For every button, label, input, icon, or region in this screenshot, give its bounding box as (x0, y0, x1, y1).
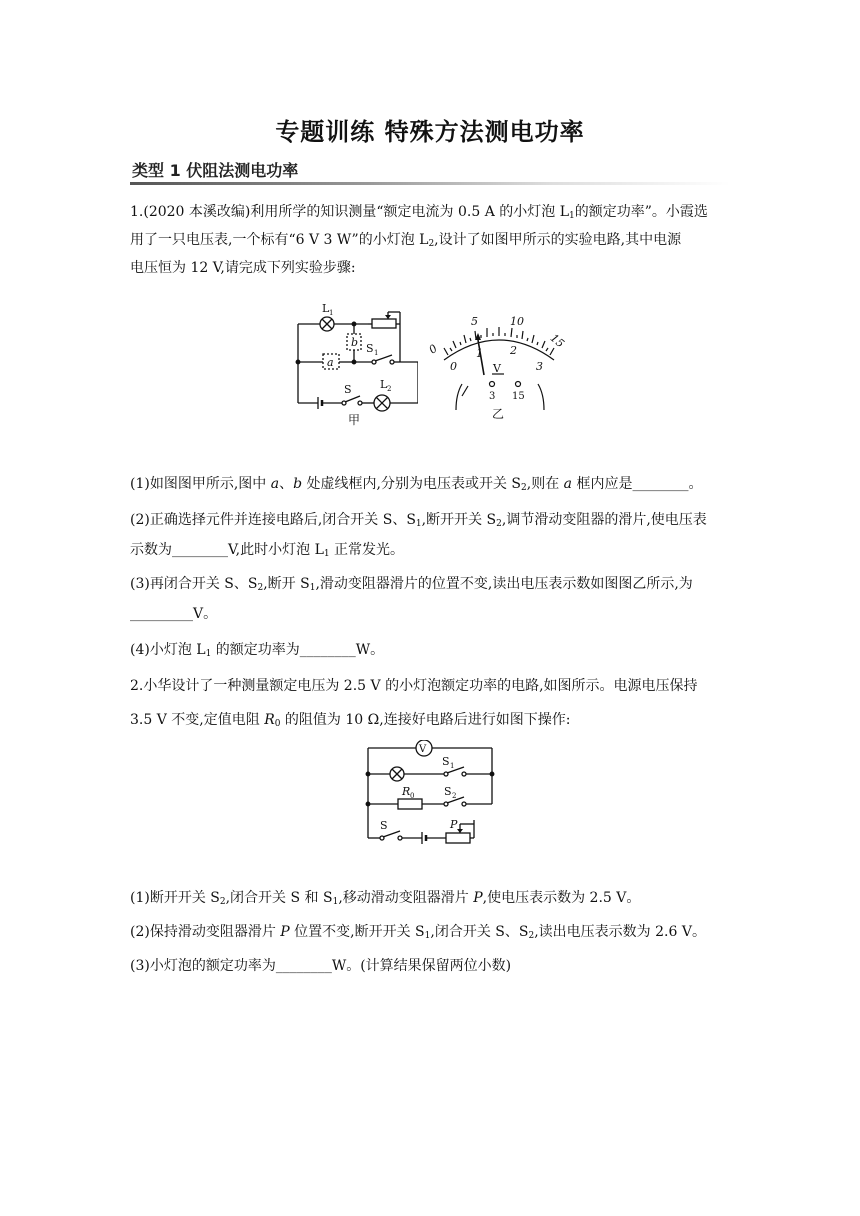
q1-step-1: (1)如图图甲所示,图中 a、b 处虚线框内,分别为电压表或开关 $S_2$,则在 a 框内应是________。 (130, 476, 703, 493)
label-r0: R (402, 785, 411, 798)
q1-line-1: 1.(2020 本溪改编)利用所学的知识测量“额定电流为 0.5 A 的小灯泡 $L_1$的额定功率”。小霞选 (130, 204, 708, 221)
q1-step-3a: (3)再闭合开关 S、$S_2$,断开 $S_1$,滑动变阻器滑片的位置不变,读出电压表示数如图图乙所示,为 (130, 576, 693, 593)
label-l2: L (380, 378, 388, 391)
label-q2-s: S (380, 819, 388, 832)
q1-step-3b: _________V。 (130, 606, 218, 622)
page-title: 专题训练 特殊方法测电功率 (275, 118, 585, 146)
q2-step-1: (1)断开开关 $S_2$,闭合开关 S 和 $S_1$,移动滑动变阻器滑片 P,使电压表示数为 2.5 V。 (130, 890, 641, 907)
circuit-diagram-q2 (360, 740, 500, 844)
label-b: b (351, 336, 359, 349)
q1-line-2: 用了一只电压表,一个标有“6 V 3 W”的小灯泡 $L_2$,设计了如图甲所示的实验电路,其中电源 (130, 232, 682, 249)
svg-text:2: 2 (452, 792, 457, 800)
svg-text:2: 2 (387, 385, 392, 393)
label-s1: S (366, 342, 374, 355)
upper-scale-15: 15 (547, 331, 567, 351)
terminal-3: 3 (489, 391, 496, 402)
upper-scale-0: 0 (426, 341, 440, 357)
svg-text:1: 1 (450, 762, 455, 770)
q2-line-2: 3.5 V 不变,定值电阻 $R_0$ 的阻值为 10 Ω,连接好电路后进行如图下操作: (130, 712, 571, 729)
label-q2-s1: S (442, 755, 450, 768)
q1-step-2a: (2)正确选择元件并连接电路后,闭合开关 S、$S_1$,断开开关 $S_2$,调节滑动变阻器的滑片,使电压表 (130, 512, 707, 529)
q2-step-3: (3)小灯泡的额定功率为________W。(计算结果保留两位小数) (130, 958, 512, 974)
lower-scale-3: 3 (536, 360, 543, 373)
q1-step-2b: 示数为________V,此时小灯泡 $L_1$ 正常发光。 (130, 542, 405, 559)
section-divider (130, 182, 730, 185)
q2-line-1: 2.小华设计了一种测量额定电压为 2.5 V 的小灯泡额定功率的电路,如图所示。电源电压保持 (130, 678, 698, 694)
voltmeter-diagram-yi (426, 300, 576, 430)
caption-jia: 甲 (348, 413, 361, 427)
upper-scale-5: 5 (471, 315, 478, 328)
lower-scale-1: 1 (476, 347, 483, 360)
q1-step-4: (4)小灯泡 $L_1$ 的额定功率为________W。 (130, 642, 385, 659)
label-q2-s2: S (444, 785, 452, 798)
svg-text:1: 1 (329, 309, 334, 317)
svg-text:0: 0 (410, 792, 415, 800)
caption-yi: 乙 (492, 407, 505, 421)
svg-text:1: 1 (374, 349, 379, 357)
section-label: 类型 1 伏阻法测电功率 (132, 161, 299, 180)
label-p: P (450, 818, 458, 831)
q1-line-3: 电压恒为 12 V,请完成下列实验步骤: (130, 260, 356, 276)
voltmeter-unit: V (493, 362, 501, 375)
label-l1: L (322, 302, 330, 315)
circuit-diagram-jia (288, 300, 418, 430)
label-s: S (344, 383, 352, 396)
label-a: a (327, 356, 334, 369)
lower-scale-2: 2 (510, 344, 517, 357)
voltmeter-symbol: V (419, 744, 427, 755)
q2-step-2: (2)保持滑动变阻器滑片 P 位置不变,断开开关 $S_1$,闭合开关 S、$S_2$,读出电压表示数为 2.6 V。 (130, 924, 706, 941)
lower-scale-0: 0 (450, 360, 457, 373)
terminal-15: 15 (512, 391, 525, 402)
section-header (130, 158, 730, 184)
upper-scale-10: 10 (510, 315, 524, 328)
